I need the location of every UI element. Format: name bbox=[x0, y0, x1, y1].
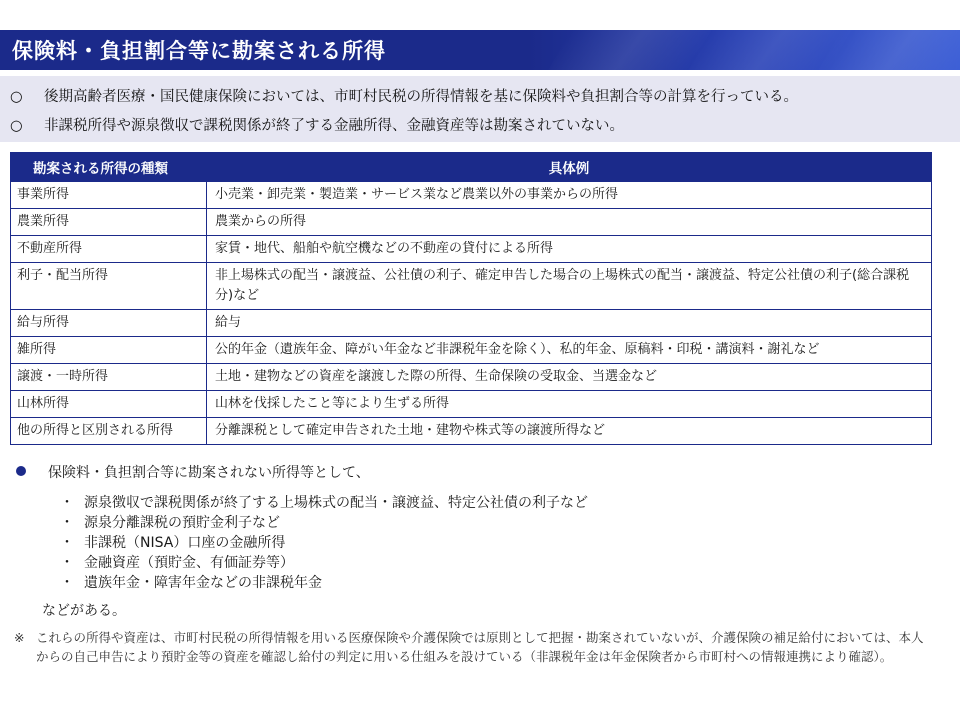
circle-marker-icon: ○ bbox=[10, 118, 23, 134]
middle-dot-icon: ・ bbox=[60, 575, 74, 591]
list-item bbox=[60, 512, 280, 532]
example-cell: 分離課税として確定申告された土地・建物や株式等の譲渡所得など bbox=[207, 418, 932, 445]
table-row bbox=[11, 209, 932, 236]
middle-dot-icon: ・ bbox=[60, 535, 74, 551]
example-cell: 土地・建物などの資産を譲渡した際の所得、生命保険の受取金、当選金など bbox=[207, 364, 932, 391]
income-table bbox=[10, 152, 932, 445]
bullet-dot-icon bbox=[16, 466, 26, 476]
table-row bbox=[11, 364, 932, 391]
income-type-cell: 譲渡・一時所得 bbox=[11, 364, 207, 391]
example-cell: 公的年金（遺族年金、障がい年金など非課税年金を除く）、私的年金、原稿料・印税・講演料・謝礼など bbox=[207, 337, 932, 364]
title-banner bbox=[0, 30, 960, 70]
reference-mark-icon: ※ bbox=[14, 630, 25, 645]
notes-heading bbox=[10, 462, 370, 482]
list-item-text: 源泉徴収で課税関係が終了する上場株式の配当・譲渡益、特定公社債の利子など bbox=[84, 495, 588, 511]
table-row bbox=[11, 182, 932, 209]
income-type-cell: 不動産所得 bbox=[11, 236, 207, 263]
income-type-cell: 給与所得 bbox=[11, 310, 207, 337]
list-item-text: 遺族年金・障害年金などの非課税年金 bbox=[84, 575, 322, 591]
income-type-cell: 利子・配当所得 bbox=[11, 263, 207, 310]
list-item-text: 金融資産（預貯金、有価証券等） bbox=[84, 555, 294, 571]
notes-heading-text: 保険料・負担割合等に勘案されない所得等として、 bbox=[48, 465, 370, 481]
footnote bbox=[14, 628, 934, 666]
list-item bbox=[60, 572, 322, 592]
list-item bbox=[60, 532, 285, 552]
intro-line-1 bbox=[10, 85, 798, 106]
list-item-text: 非課税（NISA）口座の金融所得 bbox=[84, 535, 286, 551]
table-row bbox=[11, 263, 932, 310]
example-cell: 給与 bbox=[207, 310, 932, 337]
header-example: 具体例 bbox=[207, 153, 932, 182]
table-row bbox=[11, 310, 932, 337]
footnote-text: これらの所得や資産は、市町村民税の所得情報を用いる医療保険や介護保険では原則として把握・勘案されていないが、介護保険の補足給付においては、本人からの自己申告により預貯金等の資産を確認し給付の判定に用いる仕組みを設けている（非課税年金は年金保険者から市町村への情報連携により確認）。 bbox=[36, 630, 924, 664]
header-income-type: 勘案される所得の種類 bbox=[11, 153, 207, 182]
intro-box bbox=[0, 76, 960, 142]
income-type-cell: 山林所得 bbox=[11, 391, 207, 418]
income-type-cell: 雑所得 bbox=[11, 337, 207, 364]
list-item bbox=[60, 552, 294, 572]
notes-tail: などがある。 bbox=[42, 603, 126, 619]
intro-line-2 bbox=[10, 114, 624, 135]
circle-marker-icon: ○ bbox=[10, 89, 23, 105]
table-row bbox=[11, 391, 932, 418]
table-row bbox=[11, 236, 932, 263]
example-cell: 小売業・卸売業・製造業・サービス業など農業以外の事業からの所得 bbox=[207, 182, 932, 209]
income-type-cell: 事業所得 bbox=[11, 182, 207, 209]
middle-dot-icon: ・ bbox=[60, 555, 74, 571]
intro-text-1: 後期高齢者医療・国民健康保険においては、市町村民税の所得情報を基に保険料や負担割合等の計算を行っている。 bbox=[44, 89, 798, 105]
example-cell: 非上場株式の配当・譲渡益、公社債の利子、確定申告した場合の上場株式の配当・譲渡益、特定公社債の利子(総合課税分)など bbox=[207, 263, 932, 310]
list-item-text: 源泉分離課税の預貯金利子など bbox=[84, 515, 280, 531]
intro-text-2: 非課税所得や源泉徴収で課税関係が終了する金融所得、金融資産等は勘案されていない。 bbox=[44, 118, 624, 134]
middle-dot-icon: ・ bbox=[60, 495, 74, 511]
example-cell: 山林を伐採したこと等により生ずる所得 bbox=[207, 391, 932, 418]
page-title: 保険料・負担割合等に勘案される所得 bbox=[12, 39, 386, 63]
income-type-cell: 農業所得 bbox=[11, 209, 207, 236]
middle-dot-icon: ・ bbox=[60, 515, 74, 531]
table-row bbox=[11, 418, 932, 445]
list-item bbox=[60, 492, 588, 512]
income-type-cell: 他の所得と区別される所得 bbox=[11, 418, 207, 445]
table-row bbox=[11, 337, 932, 364]
banner-decoration bbox=[548, 30, 711, 70]
example-cell: 家賃・地代、船舶や航空機などの不動産の貸付による所得 bbox=[207, 236, 932, 263]
table-header-row bbox=[11, 153, 932, 182]
example-cell: 農業からの所得 bbox=[207, 209, 932, 236]
banner-decoration bbox=[818, 30, 960, 70]
